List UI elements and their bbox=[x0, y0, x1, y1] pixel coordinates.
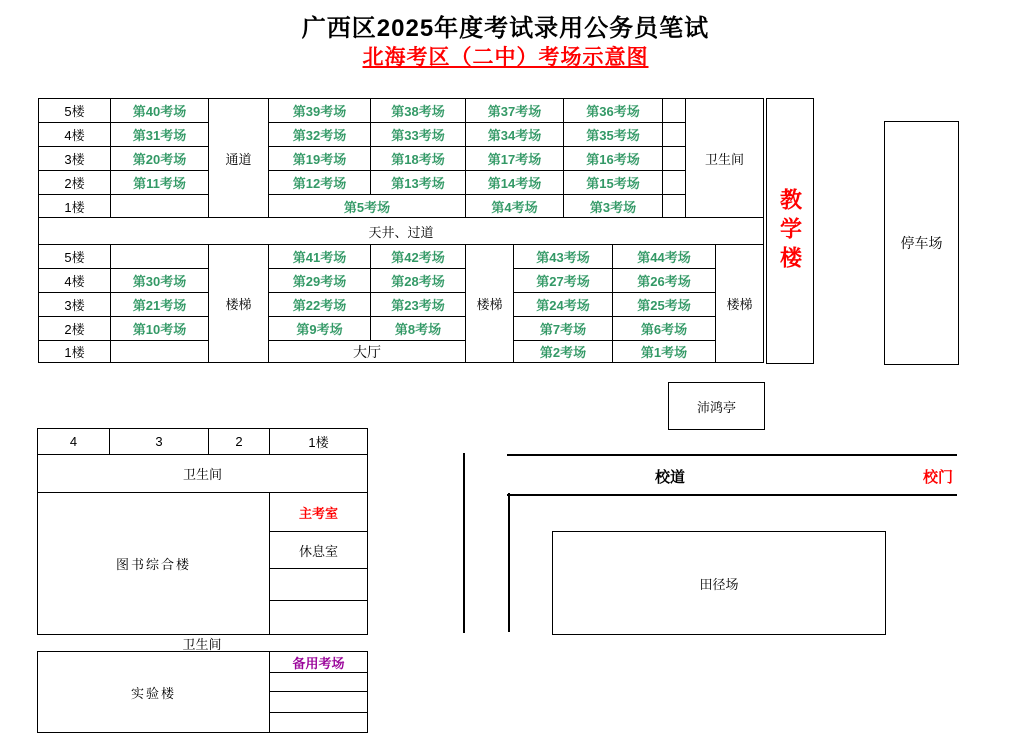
track-field-box bbox=[552, 531, 886, 635]
rest-room-cell: 休息室 bbox=[270, 532, 368, 569]
lab-building-table bbox=[37, 651, 368, 733]
stairs-cell: 楼梯 bbox=[466, 245, 514, 363]
exam-room-cell: 第24考场 bbox=[514, 293, 613, 317]
exam-room-cell: 第25考场 bbox=[613, 293, 716, 317]
empty-cell bbox=[270, 569, 368, 601]
exam-room-cell: 第37考场 bbox=[466, 99, 564, 123]
exam-room-cell: 第32考场 bbox=[269, 123, 371, 147]
exam-room-cell: 第13考场 bbox=[371, 171, 466, 195]
exam-room-cell: 第43考场 bbox=[514, 245, 613, 269]
exam-room-cell: 第26考场 bbox=[613, 269, 716, 293]
floor-label: 5楼 bbox=[39, 245, 111, 269]
empty-cell bbox=[663, 147, 686, 171]
floor-label: 1楼 bbox=[39, 195, 111, 218]
exam-room-cell: 第10考场 bbox=[111, 317, 209, 341]
exam-room-cell: 第33考场 bbox=[371, 123, 466, 147]
pavilion-label: 沛鸿亭 bbox=[696, 399, 736, 415]
chief-examiner-room-cell: 主考室 bbox=[270, 493, 368, 532]
floor-label: 2楼 bbox=[39, 171, 111, 195]
floor-label: 4楼 bbox=[39, 123, 111, 147]
exam-room-cell: 第5考场 bbox=[269, 195, 466, 218]
pavilion-box bbox=[668, 382, 765, 430]
empty-cell bbox=[270, 673, 368, 692]
track-field-label: 田径场 bbox=[699, 576, 739, 592]
empty-cell bbox=[111, 195, 209, 218]
empty-cell bbox=[270, 713, 368, 733]
exam-room-cell: 第17考场 bbox=[466, 147, 564, 171]
restroom-cell: 卫生间 bbox=[686, 99, 764, 218]
school-gate-label: 校门 bbox=[922, 469, 953, 486]
parking-lot-label: 停车场 bbox=[900, 235, 943, 251]
floor-label: 3 bbox=[110, 429, 209, 455]
exam-room-cell: 第23考场 bbox=[371, 293, 466, 317]
exam-room-cell: 第21考场 bbox=[111, 293, 209, 317]
exam-room-cell: 第27考场 bbox=[514, 269, 613, 293]
floor-label: 3楼 bbox=[39, 293, 111, 317]
corridor-cell: 通道 bbox=[209, 99, 269, 218]
lab-building-name: 实验楼 bbox=[38, 652, 270, 733]
teaching-building-label: 教学楼 bbox=[777, 187, 803, 275]
floor-label: 1楼 bbox=[39, 341, 111, 363]
exam-room-cell: 第7考场 bbox=[514, 317, 613, 341]
page-subtitle: 北海考区（二中）考场示意图 bbox=[362, 46, 649, 69]
exam-room-cell: 第15考场 bbox=[564, 171, 663, 195]
exam-room-cell: 第39考场 bbox=[269, 99, 371, 123]
floor-label: 3楼 bbox=[39, 147, 111, 171]
library-building-name: 图书综合楼 bbox=[38, 493, 270, 635]
exam-room-cell: 第14考场 bbox=[466, 171, 564, 195]
exam-room-cell: 第18考场 bbox=[371, 147, 466, 171]
backup-room-cell: 备用考场 bbox=[270, 652, 368, 673]
empty-cell bbox=[663, 195, 686, 218]
exam-room-cell: 第1考场 bbox=[613, 341, 716, 363]
library-building-table bbox=[37, 428, 368, 635]
exam-room-cell: 第38考场 bbox=[371, 99, 466, 123]
exam-room-cell: 第28考场 bbox=[371, 269, 466, 293]
exam-room-cell: 第9考场 bbox=[269, 317, 371, 341]
exam-room-cell: 第3考场 bbox=[564, 195, 663, 218]
exam-room-cell: 第6考场 bbox=[613, 317, 716, 341]
teaching-building-label-box bbox=[766, 98, 814, 364]
exam-room-cell: 第34考场 bbox=[466, 123, 564, 147]
exam-room-cell: 第20考场 bbox=[111, 147, 209, 171]
exam-room-cell: 第22考场 bbox=[269, 293, 371, 317]
exam-room-cell: 第4考场 bbox=[466, 195, 564, 218]
exam-room-cell: 第31考场 bbox=[111, 123, 209, 147]
field-boundary-line bbox=[508, 493, 510, 632]
empty-cell bbox=[111, 245, 209, 269]
floor-label: 5楼 bbox=[39, 99, 111, 123]
empty-cell bbox=[663, 171, 686, 195]
hall-cell: 大厅 bbox=[269, 341, 466, 363]
exam-room-cell: 第16考场 bbox=[564, 147, 663, 171]
exam-room-cell: 第42考场 bbox=[371, 245, 466, 269]
exam-room-cell: 第40考场 bbox=[111, 99, 209, 123]
exam-room-cell: 第44考场 bbox=[613, 245, 716, 269]
floor-label: 4楼 bbox=[39, 269, 111, 293]
exam-room-cell: 第19考场 bbox=[269, 147, 371, 171]
empty-cell bbox=[270, 692, 368, 713]
school-road bbox=[507, 454, 957, 496]
exam-room-cell: 第30考场 bbox=[111, 269, 209, 293]
restroom-cell: 卫生间 bbox=[38, 455, 368, 493]
empty-cell bbox=[111, 341, 209, 363]
restroom-label: 卫生间 bbox=[182, 637, 222, 652]
exam-room-cell: 第41考场 bbox=[269, 245, 371, 269]
empty-cell bbox=[270, 601, 368, 635]
parking-lot-box bbox=[884, 121, 959, 365]
exam-room-cell: 第12考场 bbox=[269, 171, 371, 195]
page-title: 广西区2025年度考试录用公务员笔试 bbox=[301, 15, 710, 42]
empty-cell bbox=[663, 123, 686, 147]
floor-label: 2 bbox=[209, 429, 270, 455]
stairs-cell: 楼梯 bbox=[716, 245, 764, 363]
area-divider-line bbox=[463, 453, 465, 633]
exam-room-cell: 第8考场 bbox=[371, 317, 466, 341]
exam-room-cell: 第35考场 bbox=[564, 123, 663, 147]
school-road-label: 校道 bbox=[655, 469, 686, 486]
exam-room-cell: 第2考场 bbox=[514, 341, 613, 363]
floor-label: 2楼 bbox=[39, 317, 111, 341]
courtyard-cell: 天井、过道 bbox=[39, 218, 764, 245]
exam-room-cell: 第29考场 bbox=[269, 269, 371, 293]
floor-label: 4 bbox=[38, 429, 110, 455]
stairs-cell: 楼梯 bbox=[209, 245, 269, 363]
empty-cell bbox=[663, 99, 686, 123]
floor-label: 1楼 bbox=[270, 429, 368, 455]
exam-room-cell: 第36考场 bbox=[564, 99, 663, 123]
teaching-building-table bbox=[38, 98, 764, 363]
exam-room-cell: 第11考场 bbox=[111, 171, 209, 195]
